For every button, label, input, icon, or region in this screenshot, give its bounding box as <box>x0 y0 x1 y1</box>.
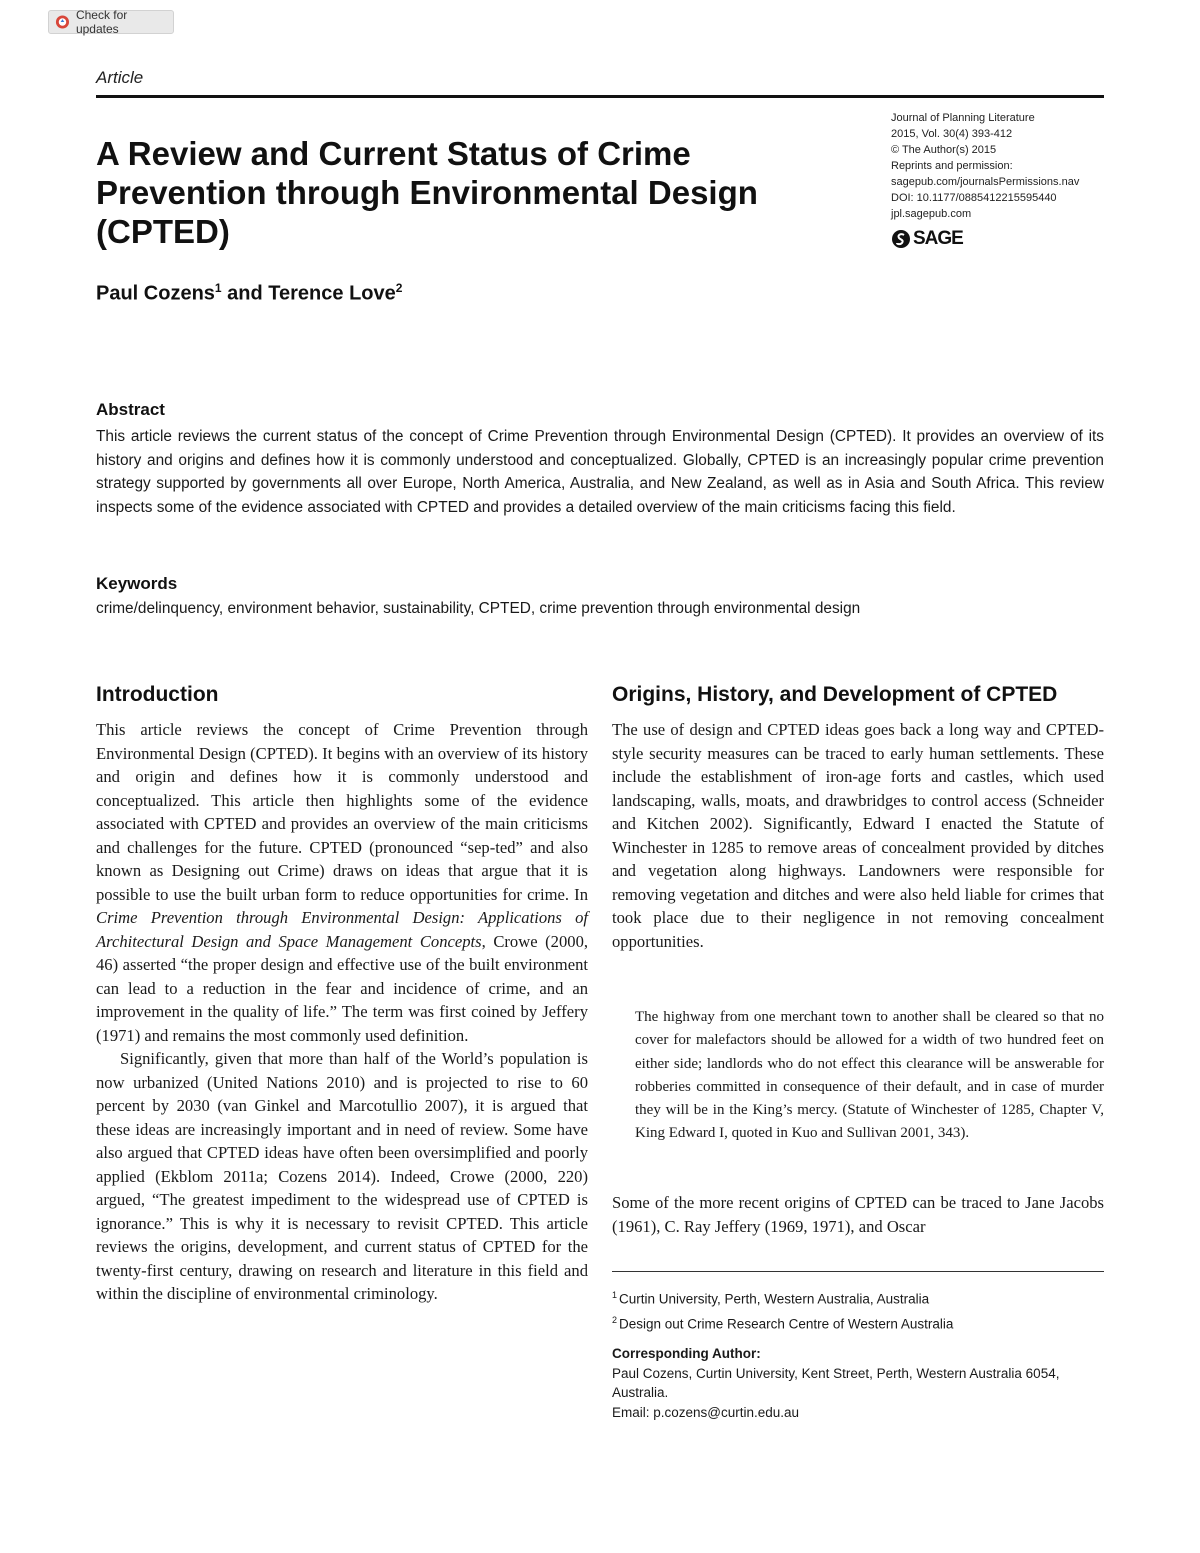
sage-logo-text: SAGE <box>913 228 963 249</box>
article-title: A Review and Current Status of Crime Prevention through Environmental Design (CPTED) <box>96 135 758 250</box>
origins-paragraph-1: The use of design and CPTED ideas goes back a long way and CPTED-style security measures can be traced to early human settlements. These include the establishment of iron-age forts and castles, which used landscaping, walls, moats, and drawbridges to control access (Schneider and Kitchen 2002). Significantly, Edward I enacted the Statute of Winchester in 1285 to remove areas of concealment provided by ditches and vegetation along highways. Landowners were responsible for removing vegetation and ditches and were also held liable for crimes that took place due to their negligence in not removing concealment opportunities. <box>612 720 1104 951</box>
sage-logo <box>891 228 963 250</box>
abstract-text: This article reviews the current status of the concept of Crime Prevention through Environmental Design (CPTED). It provides an overview of its history and origins and defines how it is commonly understood and conceptualized. Globally, CPTED is an increasingly popular crime prevention strategy supported by governments all over Europe, North America, Australia, and New Zealand, as well as in Asia and South Africa. This review inspects some of the evidence associated with CPTED and provides a detailed overview of the main criticisms facing this field. <box>96 428 1104 516</box>
introduction-heading: Introduction <box>96 683 219 706</box>
author-line <box>96 281 402 306</box>
journal-reprints: Reprints and permission: <box>891 160 1013 172</box>
affiliations <box>612 1285 1104 1334</box>
affiliation-item <box>612 1310 1104 1335</box>
journal-volume: 2015, Vol. 30(4) 393-412 <box>891 128 1013 140</box>
intro-text: This article reviews the concept of Crime Prevention through Environmental Design (CPTED). It begins with an overview of its history and origin and defines how it is commonly understood and conceptualized. This article then highlights some of the evidence associated with CPTED and provides an overview of the main criticisms and challenges for the future. CPTED (pronounced “sep-ted” and also known as Designing out Crime) draws on ideas that argue that it is possible to use the built urban form to reduce opportunities for crime. In <box>96 720 588 904</box>
footnote-rule <box>612 1271 1104 1272</box>
journal-site-link[interactable]: jpl.sagepub.com <box>891 208 972 220</box>
introduction-paragraph-2: Significantly, given that more than half of the World’s population is now urbanized (United Nations 2010) and is projected to rise to 60 percent by 2030 (van Ginkel and Marcotullio 2007), it is argued that these ideas are increasingly important and in need of review. Some have also argued that CPTED ideas have often been oversimplified and poorly applied (Ekblom 2011a; Cozens 2014). Indeed, Crowe (2000, 220) argued, “The greatest impediment to the widespread use of CPTED is ignorance.” This is why it is necessary to revisit CPTED. This article reviews the origins, development, and current status of CPTED for the twenty-first century, drawing on research and literature in this field and within the discipline of environmental criminology. <box>96 1049 588 1303</box>
article-type-label: Article <box>96 68 144 87</box>
author-name: Paul Cozens <box>96 282 215 305</box>
origins-heading: Origins, History, and Development of CPTED <box>612 683 1058 706</box>
journal-permissions-link[interactable]: sagepub.com/journalsPermissions.nav <box>891 176 1080 188</box>
corresponding-author-email[interactable]: Email: p.cozens@curtin.edu.au <box>612 1404 800 1420</box>
check-for-updates-button[interactable] <box>48 10 174 34</box>
affiliation-text: Curtin University, Perth, Western Australia, Australia <box>619 1291 930 1307</box>
journal-doi[interactable]: DOI: 10.1177/0885412215595440 <box>891 192 1057 204</box>
keywords-text: crime/delinquency, environment behavior, sustainability, CPTED, crime prevention through environmental design <box>96 600 861 617</box>
author-affil-mark: 1 <box>214 281 222 295</box>
intro-text: , Crowe (2000, 46) asserted “the proper design and effective use of the built environment can lead to a reduction in the fear and incidence of crime, and an improvement in the quality of life.” The term was first coined by Jeffery (1971) and remains the most commonly used definition. <box>96 931 589 1045</box>
introduction-paragraph-1 <box>96 718 588 1047</box>
author-joiner: and <box>227 282 263 305</box>
block-quote: The highway from one merchant town to another shall be cleared so that no cover for malefactors should be allowed for a width of two hundred feet on either side; landlords who do not effect this clearance will be answerable for robberies committed in consequence of their default, and in case of murder they will be in the King’s mercy. (Statute of Winchester of 1285, Chapter V, King Edward I, quoted in Kuo and Sullivan 2001, 343). <box>635 1009 1104 1142</box>
introduction-body <box>96 718 588 1306</box>
author-name: Terence Love <box>268 282 396 305</box>
footnote-mark: 2 <box>612 1314 618 1325</box>
origins-paragraph-2: Some of the more recent origins of CPTED can be traced to Jane Jacobs (1961), C. Ray Jeffery (1969, 1971), and Oscar <box>612 1193 1104 1236</box>
origins-body <box>612 718 1104 953</box>
sage-logo-icon <box>891 229 911 249</box>
corresponding-author-address: Paul Cozens, Curtin University, Kent Street, Perth, Western Australia 6054, Australia. <box>612 1365 1060 1400</box>
journal-copyright: © The Author(s) 2015 <box>891 144 997 156</box>
author-affil-mark: 2 <box>395 281 403 295</box>
corresponding-author-heading: Corresponding Author: <box>612 1346 761 1361</box>
journal-name: Journal of Planning Literature <box>891 112 1035 124</box>
update-icon <box>55 14 70 30</box>
keywords-heading: Keywords <box>96 574 178 593</box>
affiliation-item <box>612 1285 1104 1310</box>
check-for-updates-label: Check for updates <box>75 8 128 36</box>
journal-info <box>891 110 1131 222</box>
affiliation-text: Design out Crime Research Centre of Western Australia <box>619 1316 954 1331</box>
corresponding-author <box>612 1344 1104 1422</box>
book-title: Crime Prevention through Environmental Design: Applications of Architectural Design and Space Management Concepts <box>96 908 588 951</box>
footnote-mark: 1 <box>612 1290 618 1300</box>
abstract-heading: Abstract <box>96 400 165 419</box>
header-rule <box>96 95 1104 98</box>
